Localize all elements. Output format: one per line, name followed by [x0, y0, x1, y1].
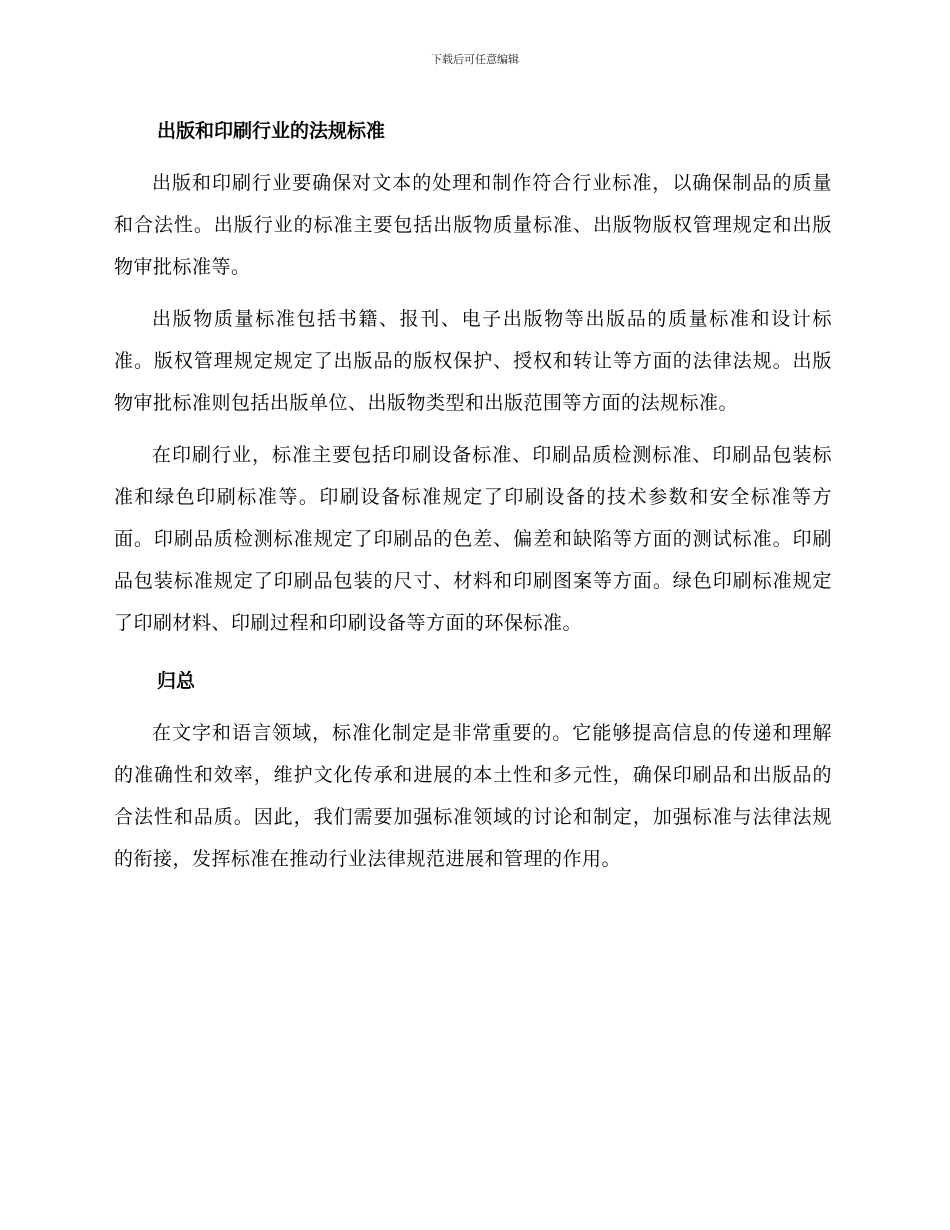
- section-heading-regulations: 出版和印刷行业的法规标准: [157, 120, 386, 142]
- paragraph: 在印刷行业，标准主要包括印刷设备标准、印刷品质检测标准、印刷品包装标准和绿色印刷标准等。印刷设备标准规定了印刷设备的技术参数和安全标准等方面。印刷品质检测标准规定了印刷品的色差、偏差和缺陷等方面的测试标准。印刷品包装标准规定了印刷品包装的尺寸、材料和印刷图案等方面。绿色印刷标准规定了印刷材料、印刷过程和印刷设备等方面的环保标准。: [114, 444, 832, 634]
- paragraph: 出版和印刷行业要确保对文本的处理和制作符合行业标准，以确保制品的质量和合法性。出版行业的标准主要包括出版物质量标准、出版物版权管理规定和出版物审批标准等。: [114, 172, 832, 278]
- section-heading-summary: 归总: [157, 670, 196, 692]
- paragraph: 在文字和语言领域，标准化制定是非常重要的。它能够提高信息的传递和理解的准确性和效率，维护文化传承和进展的本土性和多元性，确保印刷品和出版品的合法性和品质。因此，我们需要加强标准领域的讨论和制定，加强标准与法律法规的衔接，发挥标准在推动行业法律规范进展和管理的作用。: [114, 722, 832, 870]
- page-header: 下载后可任意编辑: [431, 53, 519, 66]
- document-body: [114, 110, 832, 880]
- paragraph: 出版物质量标准包括书籍、报刊、电子出版物等出版品的质量标准和设计标准。版权管理规定规定了出版品的版权保护、授权和转让等方面的法律法规。出版物审批标准则包括出版单位、出版物类型和出版范围等方面的法规标准。: [114, 308, 832, 414]
